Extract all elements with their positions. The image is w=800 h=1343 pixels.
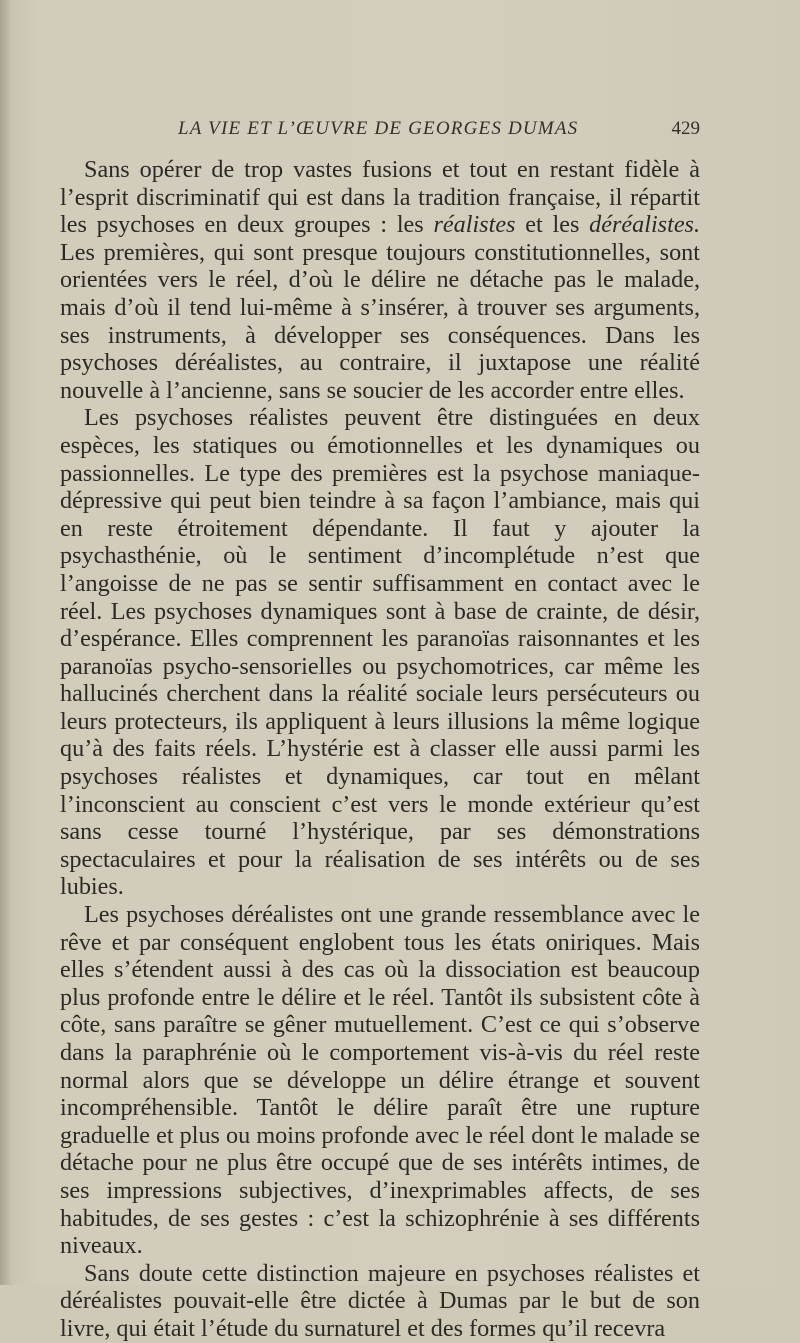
running-header (178, 118, 700, 148)
page-binding-edge (0, 0, 10, 1285)
page-number: 429 (671, 118, 700, 139)
term-realistes: réalistes (433, 211, 516, 239)
term-derealistes: déréalistes. (589, 211, 701, 239)
paragraph-1 (60, 156, 700, 404)
paragraph-1-text-c: Les premières, qui sont presque toujours constitutionnelles, sont orientées vers le réel, d’où le délire ne détache pas le malade, mais d’où il tend lui-même à s’insérer, à trouver ses arguments, ses instruments, à développer ses conséquences. Dans les psychoses déréalistes, au contraire, il juxtapose une réalité nouvelle à l’ancienne, sans se soucier de les accorder entre elles. (60, 238, 700, 404)
paragraph-4: Sans doute cette distinction majeure en psychoses réalistes et déréalistes pouvait-elle être dictée à Dumas par le but de son livre, qui était l’étude du surnaturel et des formes qu’il recevra (60, 1259, 700, 1342)
paragraph-3: Les psychoses déréalistes ont une grande ressemblance avec le rêve et par conséquent englobent tous les états oniriques. Mais elles s’étendent aussi à des cas où la dissociation est beaucoup plus profonde entre le délire et le réel. Tantôt ils subsistent côte à côte, sans paraître se gêner mutuellement. C’est ce qui s’observe dans la paraphrénie où le comportement vis-à-vis du réel reste normal alors que se développe un délire étrange et souvent incompréhensible. Tantôt le délire paraît être une rupture graduelle et plus ou moins profonde avec le réel dont le malade se détache pour ne plus être occupé que de ses intérêts intimes, de ses impressions subjectives, d’inexprimables affects, de ses habitudes, de ses gestes : c’est la schizophrénie à ses différents niveaux. (60, 901, 700, 1260)
body-text (60, 156, 700, 1343)
paragraph-1-text-b: et les (515, 211, 590, 239)
paragraph-1-text-a: Sans opérer de trop vastes fusions et tout en restant fidèle à l’esprit discriminatif qui est dans la tradition française, il répartit les psychoses en deux groupes : les (60, 156, 700, 239)
paragraph-2: Les psychoses réalistes peuvent être distinguées en deux espèces, les statiques ou émotionnelles et les dynamiques ou passionnelles. Le type des premières est la psychose maniaque-dépressive qui peut bien teindre à sa façon l’ambiance, mais qui en reste étroitement dépendante. Il faut y ajouter la psychasthénie, où le sentiment d’incomplétude n’est que l’angoisse de ne pas se sentir suffisamment en contact avec le réel. Les psychoses dynamiques sont à base de crainte, de désir, d’espérance. Elles comprennent les paranoïas raisonnantes et les paranoïas psycho-sensorielles ou psychomotrices, car même les hallucinés cherchent dans la réalité sociale leurs persécuteurs ou leurs protecteurs, ils appliquent à leurs illusions la même logique qu’à des faits réels. L’hystérie est à classer elle aussi parmi les psychoses réalistes et dynamiques, car tout en mêlant l’inconscient au conscient c’est vers le monde extérieur qu’est sans cesse tourné l’hystérique, par ses démonstrations spectaculaires et pour la réalisation de ses intérêts ou de ses lubies. (60, 404, 700, 901)
running-title: LA VIE ET L’ŒUVRE DE GEORGES DUMAS (178, 118, 579, 139)
